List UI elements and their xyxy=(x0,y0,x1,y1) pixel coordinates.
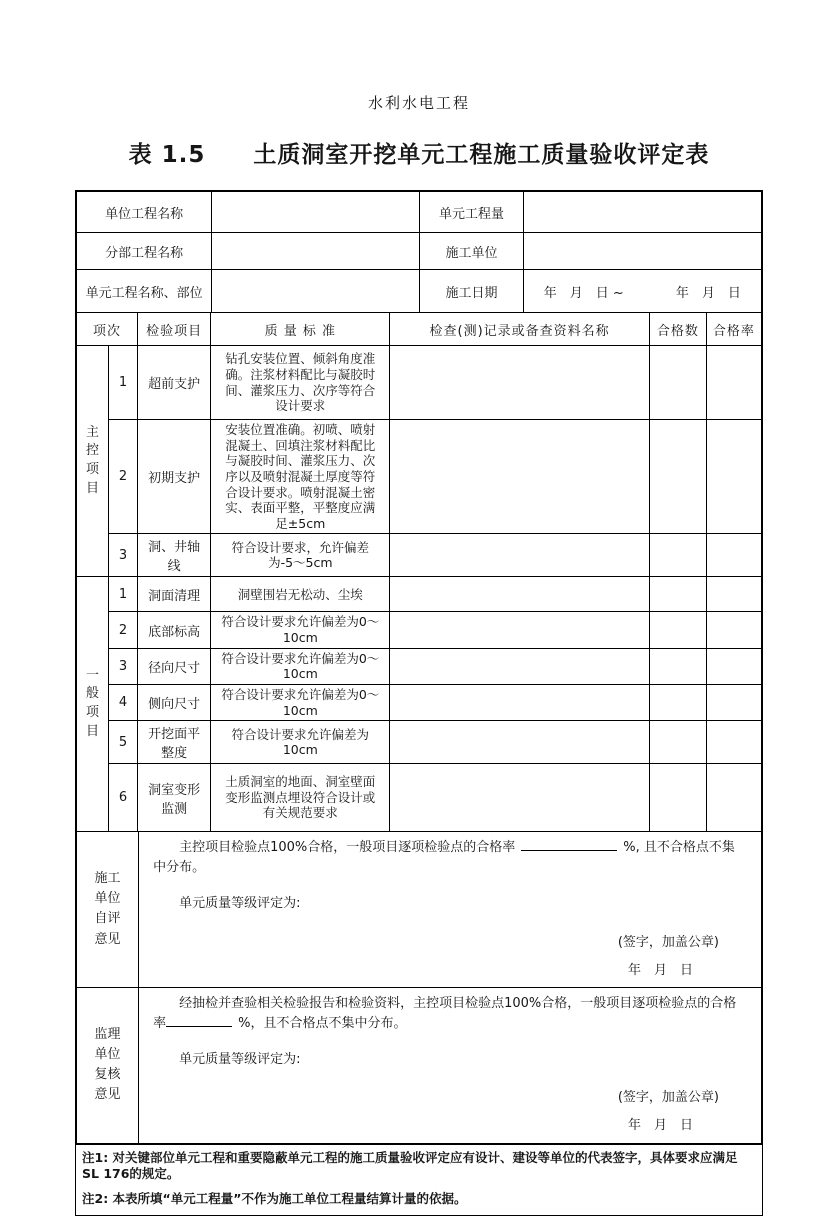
footer-notes xyxy=(76,1144,762,1216)
info-value-construction-date: 年 月 日 ~ 年 月 日 xyxy=(523,270,761,313)
table-row xyxy=(77,648,762,684)
table-row xyxy=(77,612,762,648)
item-name: 开挖面平整度 xyxy=(138,721,211,764)
info-label-division-project: 分部工程名称 xyxy=(77,233,212,270)
quality-standard: 土质洞室的地面、洞室壁面变形监测点埋设符合设计或有关规范要求 xyxy=(211,764,390,832)
column-header-record: 检查(测)记录或备查资料名称 xyxy=(390,313,649,346)
item-name: 洞、井轴线 xyxy=(138,534,211,577)
record-cell xyxy=(390,534,649,577)
info-value-division-project xyxy=(212,233,420,270)
contractor-date-hint: 年 月 日 xyxy=(627,962,693,978)
column-header-index: 项次 xyxy=(77,313,138,346)
pass-rate-cell xyxy=(706,577,761,612)
info-row xyxy=(77,192,762,233)
pass-count-cell xyxy=(649,534,706,577)
record-cell xyxy=(390,648,649,684)
info-label-unit-project: 单位工程名称 xyxy=(77,192,212,233)
record-cell xyxy=(390,721,649,764)
quality-standard: 符合设计要求允许偏差为0～10cm xyxy=(211,684,390,720)
pass-rate-cell xyxy=(706,534,761,577)
supervisor-signature-hint: (签字，加盖公章) xyxy=(617,1090,719,1106)
info-row xyxy=(77,233,762,270)
record-cell xyxy=(390,612,649,648)
table-row xyxy=(77,346,762,420)
table-row xyxy=(77,577,762,612)
contractor-opinion-label: 施工单位自评意见 xyxy=(77,832,139,988)
pass-rate-blank xyxy=(166,1014,232,1027)
contractor-opinion-text: 主控项目检验点100%合格，一般项目逐项检验点的合格率 %, 且不合格点不集中分布。 xyxy=(153,840,735,876)
row-number: 1 xyxy=(109,577,138,612)
record-cell xyxy=(390,764,649,832)
row-number: 3 xyxy=(109,648,138,684)
table-row xyxy=(77,764,762,832)
column-header-standard: 质 量 标 准 xyxy=(211,313,390,346)
page-title: 表 1.5 土质洞室开挖单元工程施工质量验收评定表 xyxy=(128,142,710,168)
contractor-grade-line: 单元质量等级评定为: xyxy=(179,896,301,912)
acceptance-form xyxy=(75,190,763,1216)
note-2: 注2: 本表所填“单元工程量”不作为施工单位工程量结算计量的依据。 xyxy=(82,1191,467,1207)
info-value-unit-project xyxy=(212,192,420,233)
pass-count-cell xyxy=(649,612,706,648)
record-cell xyxy=(390,684,649,720)
table-row xyxy=(77,420,762,534)
supervisor-opinion-text: 经抽检并查验相关检验报告和检验资料，主控项目检验点100%合格，一般项目逐项检验点的合格率 %，且不合格点不集中分布。 xyxy=(153,995,737,1031)
contractor-opinion-content xyxy=(139,832,762,988)
column-header-row xyxy=(77,313,762,346)
quality-standard: 符合设计要求允许偏差为0～10cm xyxy=(211,648,390,684)
table-row xyxy=(77,534,762,577)
pass-count-cell xyxy=(649,577,706,612)
pass-rate-cell xyxy=(706,420,761,534)
quality-standard: 洞壁围岩无松动、尘埃 xyxy=(211,577,390,612)
info-value-unit-quantity xyxy=(523,192,761,233)
row-number: 1 xyxy=(109,346,138,420)
pass-rate-cell xyxy=(706,346,761,420)
item-name: 底部标高 xyxy=(138,612,211,648)
pass-rate-cell xyxy=(706,684,761,720)
row-number: 3 xyxy=(109,534,138,577)
supervisor-opinion-label: 监理单位复核意见 xyxy=(77,987,139,1143)
section-label-main-control: 主控项目 xyxy=(77,346,109,577)
pass-count-cell xyxy=(649,346,706,420)
row-number: 2 xyxy=(109,420,138,534)
page-subtitle: 水利水电工程 xyxy=(367,94,470,112)
quality-standard: 符合设计要求，允许偏差为-5～5cm xyxy=(211,534,390,577)
pass-count-cell xyxy=(649,764,706,832)
row-number: 2 xyxy=(109,612,138,648)
info-label-unit-name-part: 单元工程名称、部位 xyxy=(77,270,212,313)
info-table xyxy=(76,191,762,313)
item-name: 初期支护 xyxy=(138,420,211,534)
row-number: 6 xyxy=(109,764,138,832)
record-cell xyxy=(390,420,649,534)
contractor-signature-hint: (签字，加盖公章) xyxy=(617,934,719,950)
pass-rate-blank xyxy=(521,838,617,851)
info-label-construction-date: 施工日期 xyxy=(420,270,523,313)
info-value-construction-unit xyxy=(523,233,761,270)
column-header-pass-count: 合格数 xyxy=(649,313,706,346)
table-row xyxy=(77,684,762,720)
quality-standard: 安装位置准确。初喷、喷射混凝土、回填注浆材料配比与凝胶时间、灌浆压力、次序以及喷射混凝土厚度等符合设计要求。喷射混凝土密实、表面平整，平整度应满足±5cm xyxy=(211,420,390,534)
pass-count-cell xyxy=(649,684,706,720)
note-1: 注1: 对关键部位单元工程和重要隐蔽单元工程的施工质量验收评定应有设计、建设等单位的代表签字，具体要求应满足SL 176的规定。 xyxy=(82,1149,738,1181)
quality-standard: 符合设计要求允许偏差为0～10cm xyxy=(211,612,390,648)
inspection-table xyxy=(76,312,762,832)
item-name: 侧向尺寸 xyxy=(138,684,211,720)
supervisor-opinion-row xyxy=(77,987,762,1143)
record-cell xyxy=(390,346,649,420)
info-label-construction-unit: 施工单位 xyxy=(420,233,523,270)
column-header-pass-rate: 合格率 xyxy=(706,313,761,346)
item-name: 超前支护 xyxy=(138,346,211,420)
record-cell xyxy=(390,577,649,612)
row-number: 5 xyxy=(109,721,138,764)
quality-standard: 钻孔安装位置、倾斜角度准确。注浆材料配比与凝胶时间、灌浆压力、次序等符合设计要求 xyxy=(211,346,390,420)
pass-rate-cell xyxy=(706,721,761,764)
info-value-unit-name-part xyxy=(212,270,420,313)
pass-count-cell xyxy=(649,648,706,684)
pass-rate-cell xyxy=(706,648,761,684)
info-label-unit-quantity: 单元工程量 xyxy=(420,192,523,233)
column-header-item: 检验项目 xyxy=(138,313,211,346)
pass-count-cell xyxy=(649,721,706,764)
opinion-table xyxy=(76,831,762,1143)
pass-rate-cell xyxy=(706,612,761,648)
supervisor-grade-line: 单元质量等级评定为: xyxy=(179,1052,301,1068)
supervisor-opinion-content xyxy=(139,987,762,1143)
quality-standard: 符合设计要求允许偏差为10cm xyxy=(211,721,390,764)
table-row xyxy=(77,721,762,764)
pass-rate-cell xyxy=(706,764,761,832)
item-name: 洞室变形监测 xyxy=(138,764,211,832)
row-number: 4 xyxy=(109,684,138,720)
supervisor-date-hint: 年 月 日 xyxy=(627,1118,693,1134)
contractor-opinion-row xyxy=(77,832,762,988)
info-row xyxy=(77,270,762,313)
item-name: 洞面清理 xyxy=(138,577,211,612)
item-name: 径向尺寸 xyxy=(138,648,211,684)
pass-count-cell xyxy=(649,420,706,534)
section-label-general: 一般项目 xyxy=(77,577,109,832)
